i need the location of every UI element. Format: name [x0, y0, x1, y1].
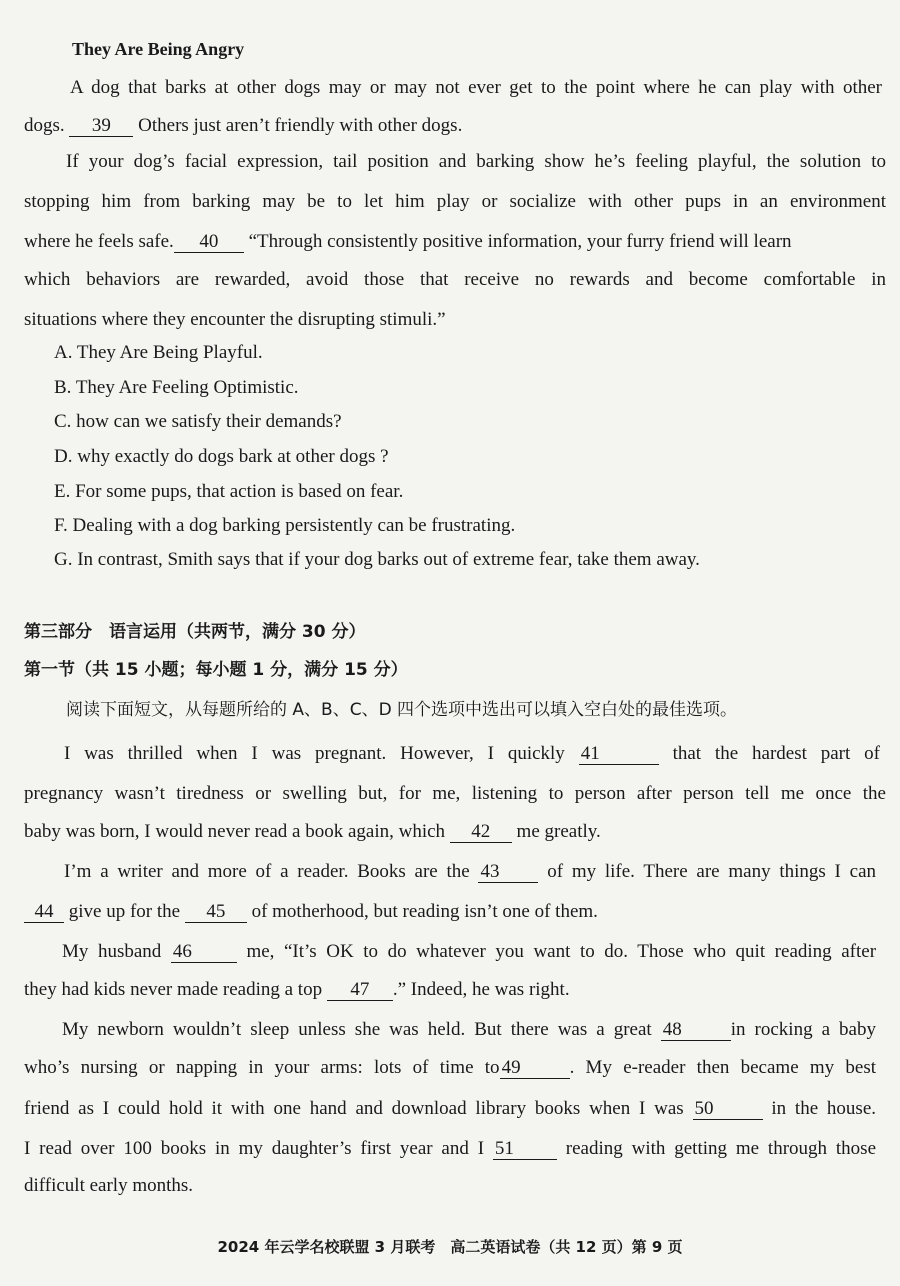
option-c: C. how can we satisfy their demands?: [54, 411, 342, 432]
section1-title: 第一节（共 15 小题；每小题 1 分，满分 15 分）: [24, 660, 408, 680]
blank-44: 44: [24, 902, 64, 923]
option-d: D. why exactly do dogs bark at other dogs ?: [54, 446, 389, 467]
option-g: G. In contrast, Smith says that if your dog barks out of extreme fear, take them away.: [54, 549, 700, 570]
blank-43: 43: [478, 862, 538, 883]
option-b: B. They Are Feeling Optimistic.: [54, 377, 299, 398]
blank-46: 46: [171, 942, 237, 963]
paragraph-line: My newborn wouldn’t sleep unless she was held. But there was a great 48 in rocking a baby: [62, 1019, 876, 1040]
blank-50: 50: [693, 1099, 763, 1120]
blank-42: 42: [450, 822, 512, 843]
paragraph-line: I was thrilled when I was pregnant. However, I quickly 41 that the hardest part of: [64, 743, 880, 764]
paragraph-line: situations where they encounter the disrupting stimuli.”: [24, 309, 446, 330]
blank-49: 49: [500, 1058, 570, 1079]
blank-41: 41: [579, 744, 659, 765]
paragraph-line: who’s nursing or napping in your arms: lots of time to 49 . My e-reader then became my best: [24, 1057, 877, 1078]
option-f: F. Dealing with a dog barking persistently can be frustrating.: [54, 515, 516, 536]
part3-title: 第三部分 语言运用（共两节，满分 30 分）: [24, 622, 366, 642]
paragraph-line: I’m a writer and more of a reader. Books are the 43 of my life. There are many things I can: [64, 861, 877, 882]
paragraph-line: If your dog’s facial expression, tail position and barking show he’s feeling playful, the solution to: [66, 151, 886, 172]
option-a: A. They Are Being Playful.: [54, 342, 263, 363]
paragraph-line: where he feels safe. 40 “Through consistently positive information, your furry friend will learn: [24, 231, 792, 252]
blank-45: 45: [185, 902, 247, 923]
option-e: E. For some pups, that action is based on fear.: [54, 481, 404, 502]
blank-51: 51: [493, 1139, 557, 1160]
blank-40: 40: [174, 232, 244, 253]
paragraph-line: My husband 46 me, “It’s OK to do whatever you want to do. Those who quit reading after: [62, 941, 877, 962]
blank-48: 48: [661, 1020, 731, 1041]
paragraph-line: I read over 100 books in my daughter’s first year and I 51 reading with getting me through those: [24, 1138, 877, 1159]
paragraph-line: stopping him from barking may be to let him play or socialize with other pups in an environment: [24, 191, 886, 212]
paragraph-line: difficult early months.: [24, 1175, 194, 1196]
paragraph-line: A dog that barks at other dogs may or may not ever get to the point where he can play with other: [70, 77, 882, 98]
section-heading: They Are Being Angry: [72, 39, 245, 59]
paragraph-line: pregnancy wasn’t tiredness or swelling but, for me, listening to person after person tell me once the: [24, 783, 886, 804]
paragraph-line: dogs. 39 Others just aren’t friendly with other dogs.: [24, 115, 463, 136]
paragraph-line: they had kids never made reading a top 47 .” Indeed, he was right.: [24, 979, 570, 1000]
paragraph-line: 44 give up for the 45 of motherhood, but reading isn’t one of them.: [24, 900, 886, 924]
paragraph-line: which behaviors are rewarded, avoid those that receive no rewards and become comfortable in: [24, 269, 886, 290]
blank-47: 47: [327, 980, 393, 1001]
instruction: 阅读下面短文，从每题所给的 A、B、C、D 四个选项中选出可以填入空白处的最佳选项。: [66, 700, 738, 720]
paragraph-line: friend as I could hold it with one hand and download library books when I was 50 in the house.: [24, 1098, 877, 1119]
page-footer: 2024 年云学名校联盟 3 月联考 高二英语试卷（共 12 页）第 9 页: [217, 1238, 683, 1256]
blank-39: 39: [69, 116, 133, 137]
paragraph-line: baby was born, I would never read a book again, which 42 me greatly.: [24, 821, 601, 842]
